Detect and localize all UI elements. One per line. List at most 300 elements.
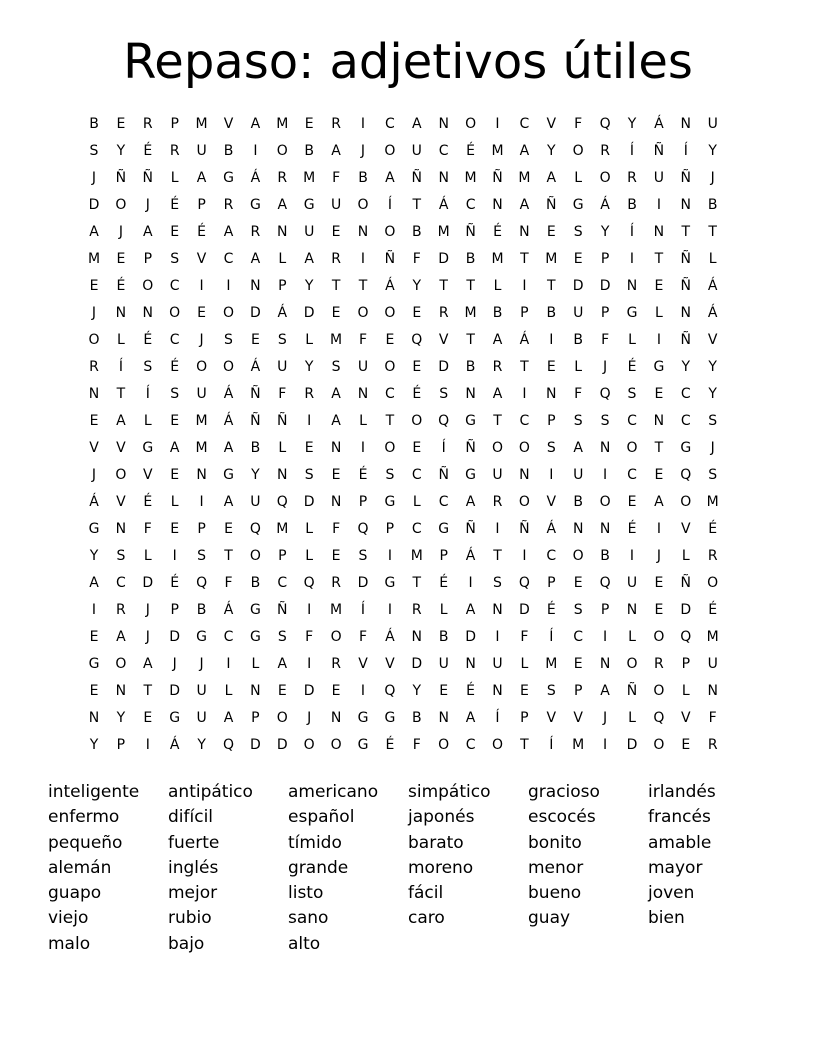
grid-letter: I (226, 278, 231, 294)
word-column (408, 780, 528, 932)
word-item: mayor (648, 857, 703, 878)
grid-letter: G (680, 440, 692, 456)
grid-letter: M (491, 251, 504, 267)
grid-letter: T (466, 332, 475, 348)
grid-letter: T (681, 224, 691, 240)
grid-letter: E (573, 251, 583, 267)
grid-letter: E (224, 521, 233, 537)
grid-letter: M (330, 332, 343, 348)
grid-letter: S (708, 413, 718, 429)
grid-letter: I (360, 116, 366, 132)
grid-letter: G (223, 467, 234, 483)
grid-letter: S (304, 467, 314, 483)
grid-letter: A (304, 251, 314, 267)
grid-letter: J (91, 305, 97, 321)
word-item: bien (648, 908, 685, 929)
grid-letter: N (492, 602, 503, 618)
grid-letter: J (360, 143, 366, 159)
grid-letter: I (549, 332, 554, 348)
grid-letter: Í (629, 224, 635, 240)
grid-letter: G (223, 170, 234, 186)
grid-letter: M (706, 494, 719, 510)
grid-letter: Q (411, 332, 423, 348)
grid-letter: U (330, 197, 342, 213)
grid-letter: A (223, 710, 234, 726)
grid-letter: G (249, 629, 261, 645)
grid-letter: Y (708, 143, 717, 159)
grid-letter: T (143, 683, 153, 699)
grid-letter: O (303, 737, 315, 753)
grid-letter: I (253, 143, 258, 159)
grid-row (84, 248, 744, 275)
grid-letter: J (307, 710, 312, 726)
grid-letter: G (384, 494, 396, 510)
grid-letter: C (627, 413, 637, 429)
grid-letter: Ñ (465, 521, 476, 537)
grid-letter: O (626, 656, 638, 672)
grid-letter: É (358, 467, 368, 483)
grid-letter: V (438, 332, 449, 348)
grid-letter: O (707, 575, 719, 591)
word-item: listo (288, 883, 324, 904)
grid-letter: O (653, 629, 665, 645)
grid-letter: Y (304, 278, 314, 294)
grid-letter: L (628, 629, 636, 645)
grid-letter: O (115, 656, 127, 672)
grid-letter: N (653, 224, 665, 240)
grid-letter: U (626, 575, 638, 591)
grid-letter: A (519, 197, 530, 213)
grid-letter: A (277, 656, 288, 672)
grid-letter: N (465, 386, 476, 402)
grid-letter: C (411, 521, 422, 537)
grid-letter: C (385, 116, 395, 132)
grid-letter: T (493, 548, 502, 564)
grid-letter: E (331, 224, 341, 240)
grid-letter: E (304, 116, 314, 132)
grid-letter: N (599, 656, 611, 672)
grid-letter: F (601, 332, 610, 348)
grid-letter: O (276, 710, 288, 726)
word-item: caro (408, 908, 445, 929)
grid-letter: É (143, 494, 153, 510)
grid-letter: I (387, 548, 392, 564)
grid-row (84, 302, 744, 329)
grid-letter: F (332, 521, 341, 537)
grid-letter: N (88, 386, 100, 402)
grid-letter: M (410, 548, 423, 564)
grid-letter: T (520, 251, 529, 267)
grid-letter: I (603, 629, 608, 645)
grid-letter: M (706, 629, 719, 645)
grid-letter: A (116, 413, 126, 429)
grid-letter: O (653, 737, 665, 753)
grid-letter: V (681, 521, 691, 537)
grid-letter: R (142, 116, 153, 132)
grid-letter: A (196, 170, 207, 186)
grid-letter: Á (600, 197, 610, 213)
grid-letter: B (546, 305, 557, 321)
word-item: americano (288, 782, 379, 802)
grid-letter: N (411, 629, 423, 645)
grid-letter: R (707, 548, 718, 564)
grid-letter: F (358, 332, 368, 348)
grid-letter: D (572, 278, 584, 294)
grid-letter: N (330, 494, 342, 510)
grid-letter: U (250, 494, 261, 510)
grid-letter: N (572, 521, 584, 537)
word-item: guapo (48, 883, 102, 904)
grid-letter: C (519, 413, 530, 429)
grid-letter: Y (251, 467, 260, 483)
grid-row (84, 356, 744, 383)
grid-row (84, 734, 744, 761)
grid-row (84, 518, 744, 545)
grid-letter: E (654, 575, 664, 591)
grid-letter: N (492, 683, 503, 699)
grid-letter: N (357, 224, 369, 240)
grid-letter: Y (708, 386, 717, 402)
grid-letter: P (439, 548, 448, 564)
grid-letter: J (710, 440, 715, 456)
grid-letter: E (170, 521, 180, 537)
word-item: viejo (48, 908, 89, 929)
grid-letter: Á (707, 305, 718, 321)
grid-row (84, 437, 744, 464)
grid-letter: U (438, 656, 449, 672)
grid-letter: B (707, 197, 718, 213)
grid-letter: Ñ (438, 467, 449, 483)
grid-letter: N (546, 386, 557, 402)
grid-letter: I (91, 602, 97, 618)
grid-letter: E (116, 251, 126, 267)
grid-letter: N (277, 224, 288, 240)
grid-letter: M (545, 656, 558, 672)
grid-letter: S (224, 332, 233, 348)
grid-letter: P (573, 683, 583, 699)
grid-letter: J (603, 359, 608, 375)
grid-letter: I (603, 467, 608, 483)
grid-letter: Á (546, 521, 557, 537)
grid-letter: Á (169, 737, 180, 753)
grid-letter: Q (599, 116, 611, 132)
grid-letter: Q (680, 467, 692, 483)
grid-letter: Ñ (115, 170, 127, 186)
grid-letter: N (438, 170, 449, 186)
grid-letter: A (116, 629, 126, 645)
grid-letter: O (384, 143, 396, 159)
grid-letter: P (600, 251, 610, 267)
grid-letter: A (223, 440, 234, 456)
grid-letter: L (143, 548, 152, 564)
grid-letter: G (572, 197, 584, 213)
grid-letter: A (519, 143, 530, 159)
grid-letter: É (170, 197, 180, 213)
grid-letter: Y (116, 143, 126, 159)
grid-letter: S (170, 386, 180, 402)
grid-letter: É (197, 224, 207, 240)
grid-letter: T (547, 278, 556, 294)
grid-letter: Ñ (277, 602, 288, 618)
grid-letter: D (276, 737, 288, 753)
grid-row (84, 464, 744, 491)
grid-letter: G (357, 737, 369, 753)
grid-letter: N (142, 305, 154, 321)
grid-letter: G (88, 521, 100, 537)
grid-letter: U (196, 683, 207, 699)
grid-letter: U (277, 359, 288, 375)
grid-letter: G (465, 413, 477, 429)
grid-letter: E (546, 224, 556, 240)
grid-letter: E (170, 467, 180, 483)
grid-letter: V (89, 440, 99, 456)
grid-letter: N (519, 467, 530, 483)
grid-letter: L (574, 170, 583, 186)
word-column (168, 780, 288, 957)
grid-letter: B (438, 629, 449, 645)
grid-letter: Í (145, 386, 150, 402)
word-item: enfermo (48, 807, 120, 828)
word-column (48, 780, 168, 957)
grid-letter: P (358, 494, 368, 510)
grid-letter: D (250, 305, 261, 321)
grid-letter: Á (438, 197, 449, 213)
grid-letter: B (573, 494, 583, 510)
grid-letter: V (143, 467, 153, 483)
grid-letter: N (653, 413, 665, 429)
grid-letter: J (145, 629, 150, 645)
grid-letter: D (411, 656, 423, 672)
grid-letter: Y (116, 710, 126, 726)
grid-letter: R (277, 170, 288, 186)
word-item: escocés (528, 807, 596, 828)
grid-letter: N (465, 656, 476, 672)
grid-letter: J (91, 467, 97, 483)
grid-letter: R (331, 251, 341, 267)
grid-letter: M (276, 521, 289, 537)
grid-letter: O (222, 359, 235, 375)
grid-row (84, 410, 744, 437)
grid-letter: É (466, 683, 476, 699)
grid-row (84, 383, 744, 410)
grid-letter: E (519, 683, 529, 699)
grid-letter: M (491, 143, 504, 159)
grid-letter: A (385, 170, 395, 186)
grid-letter: O (518, 440, 530, 456)
grid-letter: A (143, 224, 153, 240)
grid-letter: P (170, 602, 179, 618)
grid-letter: V (385, 656, 395, 672)
word-item: grande (288, 857, 349, 878)
grid-letter: J (199, 656, 204, 672)
word-item: antipático (168, 782, 253, 802)
word-item: barato (408, 832, 464, 853)
grid-letter: L (681, 683, 690, 699)
grid-letter: P (143, 251, 153, 267)
grid-letter: S (358, 548, 368, 564)
grid-letter: V (546, 116, 557, 132)
grid-letter: U (411, 143, 422, 159)
grid-letter: C (465, 197, 476, 213)
grid-letter: S (277, 332, 287, 348)
word-column (528, 780, 648, 932)
grid-letter: D (142, 575, 154, 591)
grid-row (84, 221, 744, 248)
grid-letter: Á (277, 305, 288, 321)
grid-letter: S (600, 413, 610, 429)
grid-letter: M (464, 305, 477, 321)
grid-letter: C (438, 143, 449, 159)
grid-letter: Q (357, 521, 369, 537)
grid-row (84, 275, 744, 302)
grid-letter: U (492, 656, 503, 672)
grid-letter: B (465, 251, 476, 267)
grid-letter: Á (385, 629, 395, 645)
grid-letter: A (465, 710, 476, 726)
grid-letter: E (170, 413, 180, 429)
grid-letter: R (223, 197, 234, 213)
grid-letter: J (91, 170, 97, 186)
grid-letter: T (224, 548, 233, 564)
grid-letter: E (573, 656, 583, 672)
grid-letter: R (492, 494, 503, 510)
grid-letter: Á (465, 548, 476, 564)
grid-letter: Q (518, 575, 530, 591)
page-title: Repaso: adjetivos útiles (123, 34, 693, 90)
grid-letter: Ñ (492, 170, 503, 186)
grid-letter: R (331, 116, 341, 132)
grid-letter: M (518, 170, 531, 186)
grid-letter: A (654, 494, 664, 510)
grid-letter: N (438, 116, 449, 132)
grid-letter: O (465, 116, 477, 132)
grid-letter: M (437, 224, 450, 240)
grid-letter: G (465, 467, 477, 483)
grid-letter: J (145, 602, 150, 618)
grid-letter: O (330, 629, 342, 645)
word-item: francés (648, 807, 711, 828)
grid-letter: C (169, 278, 180, 294)
grid-letter: A (331, 143, 341, 159)
grid-letter: E (627, 494, 637, 510)
word-item: bonito (528, 832, 582, 853)
grid-letter: Q (222, 737, 235, 753)
grid-letter: L (251, 656, 260, 672)
grid-letter: É (627, 359, 637, 375)
grid-letter: J (656, 548, 661, 564)
grid-letter: V (358, 656, 368, 672)
grid-letter: B (600, 548, 610, 564)
grid-letter: L (628, 710, 636, 726)
grid-letter: D (680, 602, 692, 618)
grid-letter: Q (196, 575, 208, 591)
grid-letter: I (145, 737, 150, 753)
grid-letter: V (116, 440, 126, 456)
grid-letter: G (626, 305, 638, 321)
grid-letter: E (654, 602, 664, 618)
grid-letter: Á (223, 602, 234, 618)
grid-letter: L (493, 278, 502, 294)
grid-letter: O (276, 143, 288, 159)
grid-letter: G (384, 710, 396, 726)
grid-letter: T (520, 737, 529, 753)
grid-letter: U (573, 467, 584, 483)
grid-letter: U (304, 224, 315, 240)
grid-letter: O (599, 170, 611, 186)
grid-letter: O (115, 197, 127, 213)
grid-letter: O (169, 305, 181, 321)
grid-letter: G (438, 521, 450, 537)
grid-letter: É (385, 737, 395, 753)
grid-letter: É (143, 143, 153, 159)
grid-letter: É (170, 359, 180, 375)
grid-letter: P (197, 521, 206, 537)
grid-letter: B (196, 602, 207, 618)
grid-letter: T (493, 413, 502, 429)
grid-letter: O (384, 359, 396, 375)
word-item: alemán (48, 857, 112, 878)
grid-letter: Ñ (546, 197, 557, 213)
word-item: simpático (408, 782, 491, 802)
grid-letter: Ñ (680, 251, 692, 267)
grid-letter: J (199, 332, 204, 348)
grid-letter: P (197, 197, 206, 213)
grid-letter: Y (681, 359, 691, 375)
grid-letter: M (276, 116, 289, 132)
grid-letter: S (573, 224, 583, 240)
grid-row (84, 680, 744, 707)
grid-letter: Q (249, 521, 261, 537)
grid-letter: D (303, 683, 315, 699)
grid-letter: B (358, 170, 368, 186)
grid-letter: D (169, 683, 181, 699)
grid-letter: B (492, 305, 503, 321)
grid-letter: S (331, 359, 341, 375)
grid-letter: T (654, 440, 664, 456)
grid-letter: U (707, 656, 718, 672)
grid-letter: S (493, 575, 502, 591)
grid-letter: A (277, 197, 288, 213)
grid-letter: I (468, 575, 473, 591)
grid-row (84, 653, 744, 680)
grid-letter: E (89, 278, 99, 294)
grid-letter: M (464, 170, 477, 186)
grid-letter: Í (118, 359, 123, 375)
grid-letter: I (495, 629, 500, 645)
grid-letter: T (439, 278, 448, 294)
grid-letter: F (332, 170, 341, 186)
grid-letter: D (438, 359, 450, 375)
grid-letter: A (600, 683, 610, 699)
grid-letter: I (656, 332, 661, 348)
grid-letter: C (411, 467, 422, 483)
word-item: guay (528, 908, 571, 929)
grid-letter: D (169, 629, 181, 645)
grid-letter: O (599, 494, 611, 510)
grid-letter: N (115, 521, 127, 537)
grid-letter: I (172, 548, 177, 564)
grid-letter: Y (412, 278, 422, 294)
grid-letter: C (223, 251, 234, 267)
grid-letter: I (522, 278, 527, 294)
grid-row (84, 329, 744, 356)
grid-letter: A (412, 116, 422, 132)
grid-letter: U (573, 305, 584, 321)
grid-letter: G (249, 197, 261, 213)
grid-letter: L (412, 494, 421, 510)
grid-letter: O (88, 332, 100, 348)
grid-letter: G (357, 710, 369, 726)
